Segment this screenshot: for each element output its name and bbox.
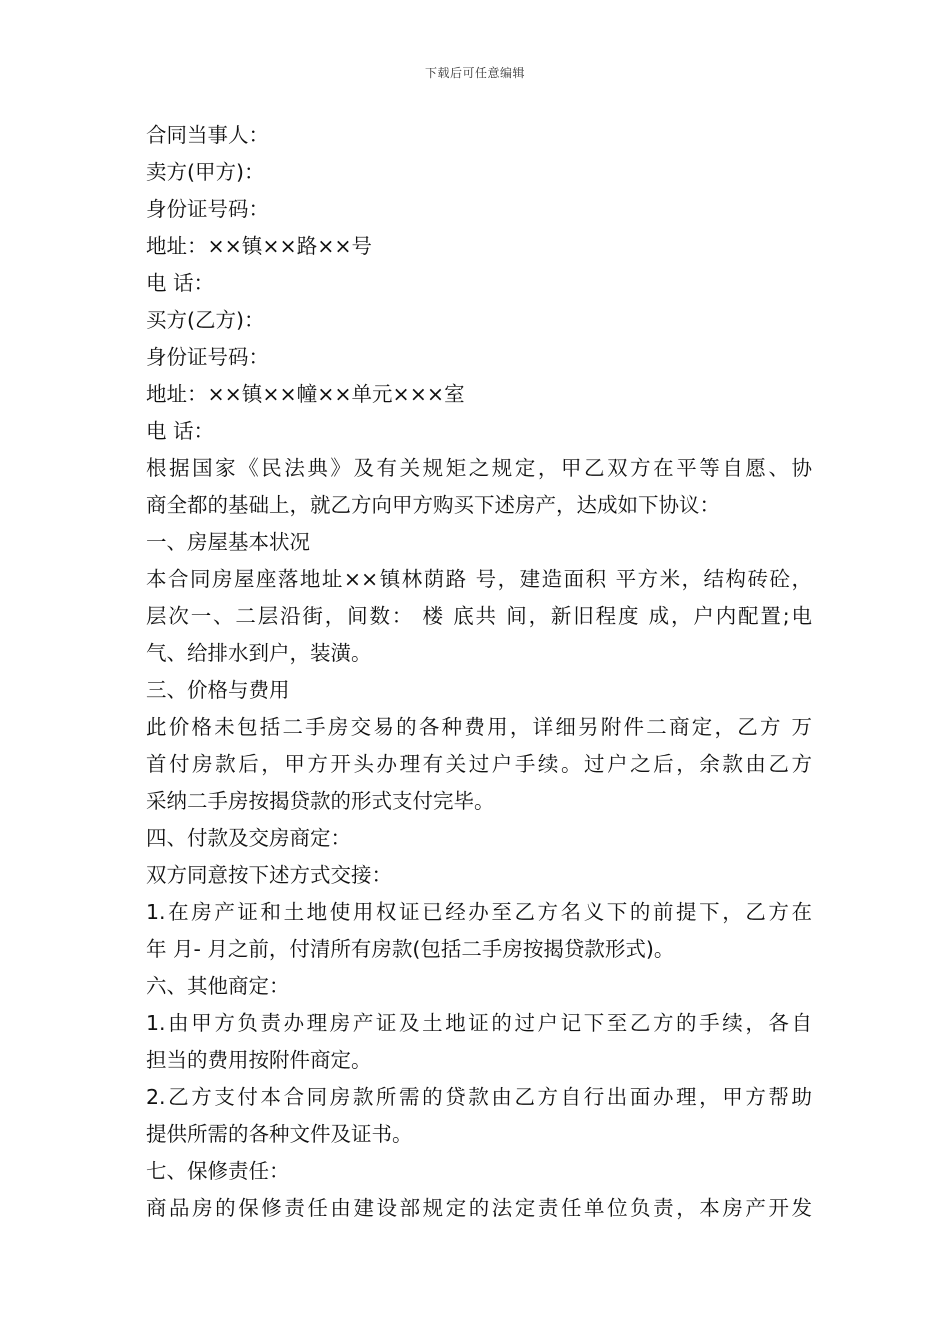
- text-line: 年 月- 月之前，付清所有房款(包括二手房按揭贷款形式)。: [146, 937, 675, 961]
- text-line: 三、价格与费用: [146, 678, 290, 702]
- text-line: 双方同意按下述方式交接：: [146, 863, 392, 887]
- text-line: 买方(乙方)：: [146, 308, 265, 332]
- text-line: 电 话：: [146, 271, 215, 295]
- text-line: 地址：××镇××路××号: [146, 234, 373, 258]
- text-line: 气、给排水到户，装潢。: [146, 641, 372, 665]
- text-line: 六、其他商定：: [146, 974, 290, 998]
- page-header-note: 下载后可任意编辑: [424, 66, 525, 80]
- text-line: 根据国家《民法典》及有关规矩之规定，甲乙双方在平等自愿、协: [146, 456, 812, 480]
- text-line: 合同当事人：: [146, 123, 269, 147]
- text-line: 七、保修责任：: [146, 1159, 290, 1183]
- text-line: 本合同房屋座落地址××镇林荫路 号，建造面积 平方米，结构砖砼，: [146, 567, 812, 591]
- text-line: 商全都的基础上，就乙方向甲方购买下述房产，达成如下协议：: [146, 493, 720, 517]
- text-line: 身份证号码：: [146, 345, 269, 369]
- text-line: 担当的费用按附件商定。: [146, 1048, 372, 1072]
- text-line: 采纳二手房按揭贷款的形式支付完毕。: [146, 789, 495, 813]
- text-line: 电 话：: [146, 419, 215, 443]
- text-line: 层次一、二层沿街，间数： 楼 底共 间，新旧程度 成，户内配置;电: [146, 604, 812, 628]
- text-line: 1.在房产证和土地使用权证已经办至乙方名义下的前提下，乙方在: [146, 900, 812, 924]
- text-line: 1.由甲方负责办理房产证及土地证的过户记下至乙方的手续，各自: [146, 1011, 812, 1035]
- text-line: 提供所需的各种文件及证书。: [146, 1122, 413, 1146]
- text-line: 一、房屋基本状况: [146, 530, 310, 554]
- text-line: 2.乙方支付本合同房款所需的贷款由乙方自行出面办理，甲方帮助: [146, 1085, 812, 1109]
- text-line: 商品房的保修责任由建设部规定的法定责任单位负责，本房产开发: [146, 1196, 812, 1220]
- text-line: 此价格未包括二手房交易的各种费用，详细另附件二商定，乙方 万: [146, 715, 812, 739]
- text-line: 地址：××镇××幢××单元×××室: [146, 382, 465, 406]
- text-line: 四、付款及交房商定：: [146, 826, 351, 850]
- text-line: 身份证号码：: [146, 197, 269, 221]
- text-line: 卖方(甲方)：: [146, 160, 265, 184]
- contract-body: [146, 117, 812, 1227]
- text-line: 首付房款后，甲方开头办理有关过户手续。过户之后，余款由乙方: [146, 752, 812, 776]
